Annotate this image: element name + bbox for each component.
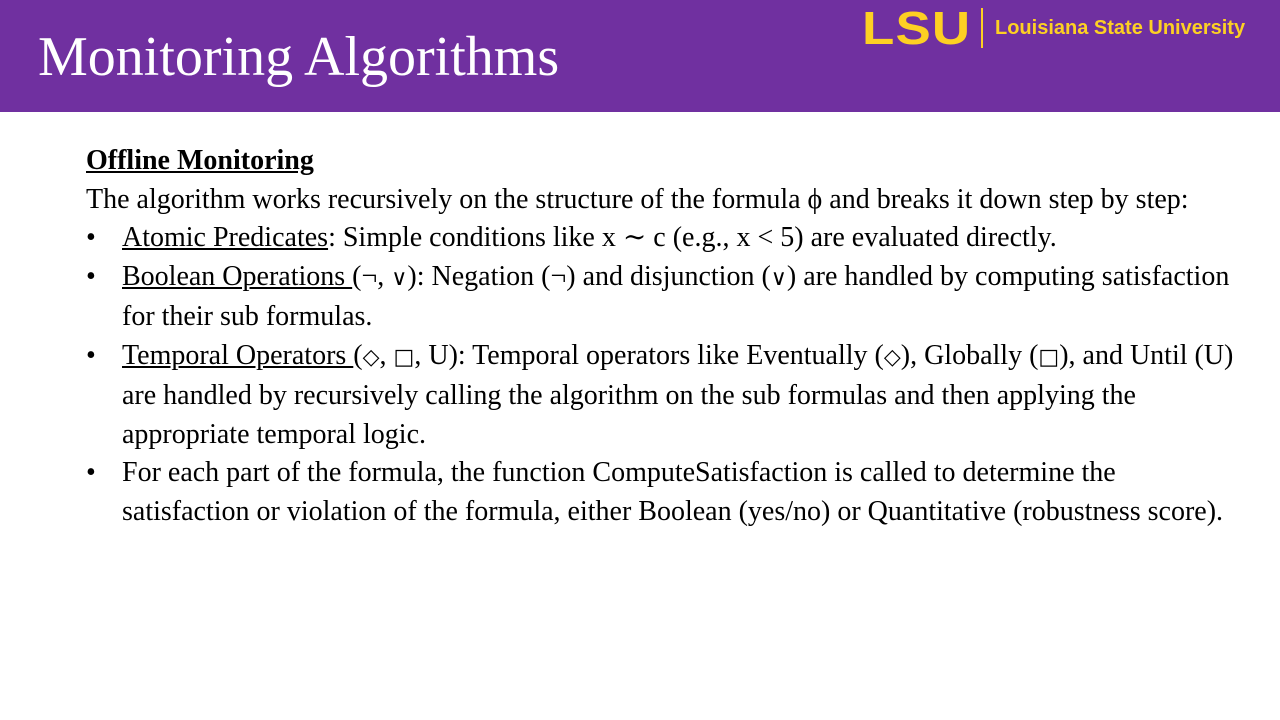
bullet-term: Atomic Predicates <box>122 222 329 253</box>
eventually-symbol: ◇ <box>883 344 901 370</box>
logo-divider <box>981 8 983 48</box>
eventually-symbol: ◇ <box>362 344 380 370</box>
bullet-item-atomic-predicates <box>86 219 1236 258</box>
bullet-icon: • <box>86 222 96 253</box>
university-name: Louisiana State University <box>995 17 1246 39</box>
bullet-text: : Simple conditions like x ∼ c (e.g., x < 5) are evaluated directly. <box>328 222 1057 253</box>
bullet-text: (¬, <box>352 260 392 292</box>
bullet-text: , U): Temporal operators like Eventually ( <box>414 339 884 371</box>
bullet-text: ), Globally ( <box>900 339 1039 371</box>
bullet-text: ( <box>353 339 363 371</box>
section-heading: Offline Monitoring <box>86 145 314 176</box>
slide-body <box>86 142 1236 531</box>
bullet-list <box>86 219 1236 531</box>
bullet-text: ): Negation (¬) and disjunction ( <box>407 260 771 292</box>
globally-symbol: □ <box>1038 344 1060 370</box>
bullet-icon: • <box>86 339 96 371</box>
disjunction-symbol: ∨ <box>770 265 787 291</box>
bullet-item-boolean-operations <box>86 258 1236 337</box>
lsu-logo <box>862 2 1246 54</box>
bullet-term: Temporal Operators <box>122 339 354 371</box>
disjunction-symbol: ∨ <box>391 265 408 291</box>
bullet-text: For each part of the formula, the function ComputeSatisfaction is called to determine the satisfaction or violation of the formula, either Boolean (yes/no) or Quantitative (robustness score). <box>122 457 1224 527</box>
bullet-item-compute-satisfaction <box>86 454 1236 531</box>
bullet-item-temporal-operators <box>86 337 1236 455</box>
title-bar <box>0 0 1280 112</box>
intro-paragraph: The algorithm works recursively on the structure of the formula ϕ and breaks it down step by step: <box>86 183 1189 215</box>
bullet-text: ) are handled by computing satisfaction for their sub formulas. <box>122 260 1230 332</box>
globally-symbol: □ <box>393 344 415 370</box>
bullet-term: Boolean Operations <box>122 260 353 292</box>
bullet-text: , <box>379 339 394 371</box>
bullet-icon: • <box>86 260 96 292</box>
bullet-text: ), and Until (U) are handled by recursively calling the algorithm on the sub formulas and then applying the appropriate temporal logic. <box>122 339 1234 450</box>
slide-title: Monitoring Algorithms <box>38 26 560 88</box>
bullet-icon: • <box>86 457 96 488</box>
lsu-logo-mark: LSU <box>862 2 972 54</box>
